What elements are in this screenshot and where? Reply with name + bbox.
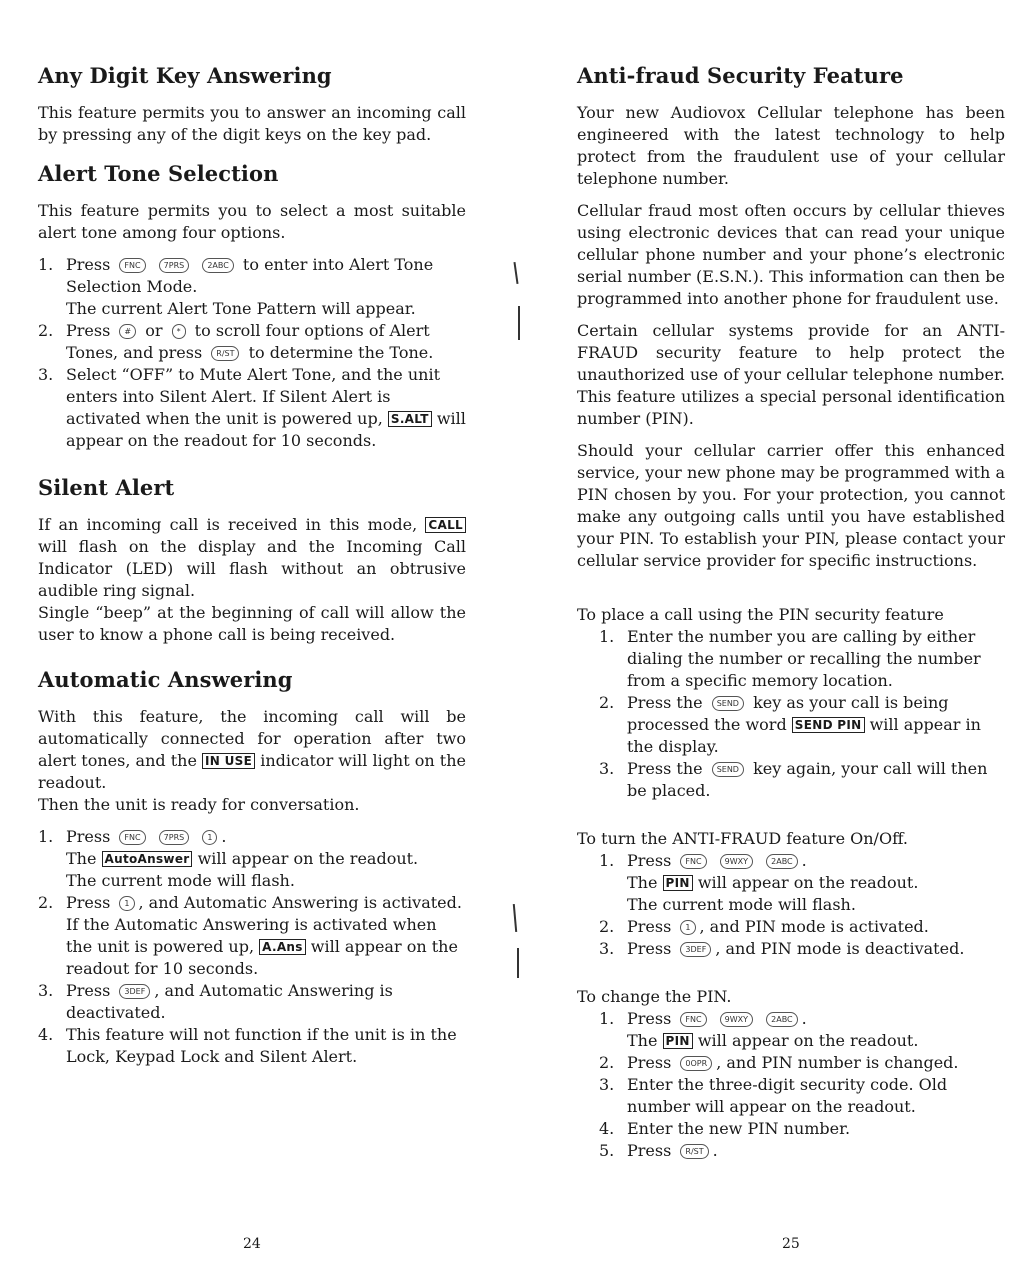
lcd-indicator-autoanswer: AutoAnswer: [102, 851, 193, 867]
step-text: will appear on the readout for 10 seconds.: [66, 409, 466, 450]
step-number: 1.: [38, 255, 54, 274]
step-text: The: [66, 849, 97, 868]
list-item: [599, 1052, 1005, 1074]
page-number-right: 25: [782, 1236, 800, 1252]
step-text: , and PIN mode is deactivated.: [715, 939, 965, 958]
one-key-icon: 1: [680, 920, 695, 935]
auto-answer-ready: Then the unit is ready for conversation.: [38, 795, 360, 814]
step-text: Enter the new PIN number.: [627, 1119, 851, 1138]
place-call-steps: [599, 626, 1005, 802]
two-key-icon: 2ABC: [766, 854, 798, 869]
anti-fraud-p1: Your new Audiovox Cellular telephone has been engineered with the latest technology to help protect from the fraudulent use of your cellular telephone number.: [577, 103, 1005, 188]
step-text: Press: [66, 255, 111, 274]
step-note: [627, 872, 1005, 894]
nine-key-icon: 9WXY: [720, 854, 753, 869]
step-number: 1.: [599, 627, 615, 646]
list-item: [599, 1118, 1005, 1140]
step-text: to enter into Alert Tone Selection Mode.: [66, 255, 434, 296]
step-number: 5.: [599, 1141, 615, 1160]
step-text: Enter the number you are calling by either dialing the number or recalling the number from a specific memory location.: [627, 627, 981, 690]
step-text: Press: [627, 1009, 672, 1028]
step-text: .: [221, 827, 227, 846]
change-pin-intro: To change the PIN.: [577, 987, 732, 1006]
pound-key-icon: #: [119, 324, 136, 339]
gutter-mark: [513, 904, 517, 932]
list-item: [38, 320, 466, 364]
gutter-mark: [518, 306, 520, 340]
fnc-key-icon: FNC: [680, 854, 706, 869]
step-number: 2.: [599, 1053, 615, 1072]
step-text: , and PIN number is changed.: [716, 1053, 959, 1072]
fnc-key-icon: FNC: [119, 830, 145, 845]
list-item: [599, 850, 1005, 916]
step-note: The current mode will flash.: [627, 895, 856, 914]
place-call-intro: To place a call using the PIN security feature: [577, 605, 944, 624]
heading-any-digit: Any Digit Key Answering: [38, 63, 332, 88]
step-text: .: [801, 851, 807, 870]
step-number: 4.: [599, 1119, 615, 1138]
step-text: , and Automatic Answering is activated.: [138, 893, 462, 912]
step-text: Select “OFF” to Mute Alert Tone, and the unit enters into Silent Alert. If Silent Alert is activated when the unit is powered up,: [66, 365, 441, 428]
toggle-intro: To turn the ANTI-FRAUD feature On/Off.: [577, 829, 908, 848]
heading-automatic-answering: Automatic Answering: [38, 667, 293, 692]
list-item: [599, 916, 1005, 938]
lcd-indicator-send-pin: SEND PIN: [792, 717, 865, 733]
list-item: [599, 1074, 1005, 1118]
nine-key-icon: 9WXY: [720, 1012, 753, 1027]
step-number: 3.: [599, 939, 615, 958]
change-pin-steps: [599, 1008, 1005, 1162]
step-text: to determine the Tone.: [248, 343, 434, 362]
step-text: .: [801, 1009, 807, 1028]
step-number: 1.: [599, 1009, 615, 1028]
left-page: [38, 60, 466, 1072]
step-text: The: [627, 873, 658, 892]
anti-fraud-p4: Should your cellular carrier offer this enhanced service, your new phone may be programmed with a PIN chosen by you. For your protection, you cannot make any outgoing calls until you have established your PIN. To establish your PIN, please contact your cellular service provider for specific instructions.: [577, 441, 1005, 570]
seven-key-icon: 7PRS: [159, 258, 190, 273]
list-item: [599, 758, 1005, 802]
step-note: The current Alert Tone Pattern will appear.: [66, 299, 416, 318]
right-page: [577, 60, 1005, 1166]
list-item: [599, 1140, 1005, 1162]
step-text: Press: [627, 917, 672, 936]
step-number: 2.: [599, 693, 615, 712]
three-key-icon: 3DEF: [119, 984, 150, 999]
send-key-icon: SEND: [712, 762, 744, 777]
toggle-steps: [599, 850, 1005, 960]
anti-fraud-p3: Certain cellular systems provide for an ANTI-FRAUD security feature to help protect the unauthorized use of your cellular telephone number. This feature utilizes a special personal identification number (PIN).: [577, 321, 1005, 428]
list-item: [599, 626, 1005, 692]
one-key-icon: 1: [119, 896, 134, 911]
step-text: Press: [627, 1141, 672, 1160]
two-key-icon: 2ABC: [766, 1012, 798, 1027]
anti-fraud-p2: Cellular fraud most often occurs by cellular thieves using electronic devices that can read your unique cellular phone number and your phone’s electronic serial number (E.S.N.). This information can then be programmed into another phone for fraudulent use.: [577, 201, 1005, 308]
step-text: will appear on the readout.: [697, 1031, 919, 1050]
lcd-indicator-pin: PIN: [663, 875, 693, 891]
step-text: Press the: [627, 759, 703, 778]
step-text: Enter the three-digit security code. Old number will appear on the readout.: [627, 1075, 948, 1116]
gutter-mark: [517, 948, 519, 978]
list-item: [599, 1008, 1005, 1052]
heading-silent-alert: Silent Alert: [38, 475, 175, 500]
heading-alert-tone: Alert Tone Selection: [38, 161, 279, 186]
step-text: Press: [66, 321, 111, 340]
auto-answer-body: [38, 706, 466, 794]
auto-answer-steps: [38, 826, 466, 1068]
list-item: [38, 364, 466, 452]
alert-tone-body: This feature permits you to select a most suitable alert tone among four options.: [38, 201, 466, 242]
list-item: [599, 938, 1005, 960]
step-text: Press: [66, 827, 111, 846]
body-text: indicator will light on the readout.: [38, 751, 467, 792]
step-number: 1.: [599, 851, 615, 870]
step-text: will appear in the display.: [627, 715, 981, 756]
star-key-icon: *: [172, 324, 186, 339]
three-key-icon: 3DEF: [680, 942, 711, 957]
gutter-mark: [513, 262, 518, 284]
step-number: 2.: [38, 321, 54, 340]
step-note: [627, 1030, 1005, 1052]
list-item: [38, 1024, 466, 1068]
step-text: key as your call is being processed the word: [627, 693, 949, 734]
step-text: will appear on the readout.: [197, 849, 419, 868]
page-number-left: 24: [243, 1236, 261, 1252]
list-item: [38, 254, 466, 320]
step-number: 3.: [599, 1075, 615, 1094]
lcd-indicator-pin: PIN: [663, 1033, 693, 1049]
list-item: [38, 980, 466, 1024]
fnc-key-icon: FNC: [119, 258, 145, 273]
step-text: or: [145, 321, 163, 340]
step-text: , and PIN mode is activated.: [699, 917, 929, 936]
step-note: [66, 914, 466, 980]
step-number: 3.: [38, 981, 54, 1000]
step-number: 2.: [38, 893, 54, 912]
silent-alert-beep: Single “beep” at the beginning of call will allow the user to know a phone call is being received.: [38, 603, 466, 644]
body-text: If an incoming call is received in this mode,: [38, 515, 418, 534]
step-number: 3.: [599, 759, 615, 778]
lcd-indicator-salt: S.ALT: [388, 411, 432, 427]
step-text: will appear on the readout.: [697, 873, 919, 892]
zero-key-icon: 0OPR: [680, 1056, 712, 1071]
one-key-icon: 1: [202, 830, 217, 845]
step-text: to scroll four options of Alert Tones, and press: [66, 321, 430, 362]
step-number: 2.: [599, 917, 615, 936]
fnc-key-icon: FNC: [680, 1012, 706, 1027]
step-number: 1.: [38, 827, 54, 846]
any-digit-body: This feature permits you to answer an incoming call by pressing any of the digit keys on the key pad.: [38, 103, 466, 144]
lcd-indicator-call: CALL: [425, 517, 466, 533]
step-text: Press: [627, 1053, 672, 1072]
step-text: Press the: [627, 693, 703, 712]
silent-alert-body: [38, 514, 466, 602]
step-number: 4.: [38, 1025, 54, 1044]
step-text: .: [712, 1141, 718, 1160]
list-item: [38, 892, 466, 980]
step-text: , and Automatic Answering is deactivated.: [66, 981, 393, 1022]
seven-key-icon: 7PRS: [159, 830, 190, 845]
lcd-indicator-a-ans: A.Ans: [259, 939, 306, 955]
list-item: [599, 692, 1005, 758]
step-text: The: [627, 1031, 658, 1050]
step-text: Press: [66, 893, 111, 912]
step-text: Press: [627, 851, 672, 870]
step-note: The current mode will flash.: [66, 871, 295, 890]
body-text: will flash on the display and the Incoming Call Indicator (LED) will flash without an obtrusive audible ring signal.: [38, 537, 466, 600]
alert-tone-steps: [38, 254, 466, 452]
step-text: will appear on the readout for 10 seconds.: [66, 937, 458, 978]
heading-anti-fraud: Anti-fraud Security Feature: [577, 63, 904, 88]
two-key-icon: 2ABC: [202, 258, 234, 273]
step-text: Press: [627, 939, 672, 958]
step-text: If the Automatic Answering is activated when the unit is powered up,: [66, 915, 437, 956]
step-note: [66, 848, 466, 870]
step-text: key again, your call will then be placed.: [627, 759, 988, 800]
send-key-icon: SEND: [712, 696, 744, 711]
lcd-indicator-in-use: IN USE: [202, 753, 255, 769]
rst-key-icon: R/ST: [680, 1144, 708, 1159]
body-text: With this feature, the incoming call will be automatically connected for operation after two alert tones, and the: [38, 707, 466, 770]
list-item: [38, 826, 466, 892]
step-number: 3.: [38, 365, 54, 384]
step-text: Press: [66, 981, 111, 1000]
rst-key-icon: R/ST: [211, 346, 239, 361]
step-text: This feature will not function if the unit is in the Lock, Keypad Lock and Silent Alert.: [66, 1025, 457, 1066]
